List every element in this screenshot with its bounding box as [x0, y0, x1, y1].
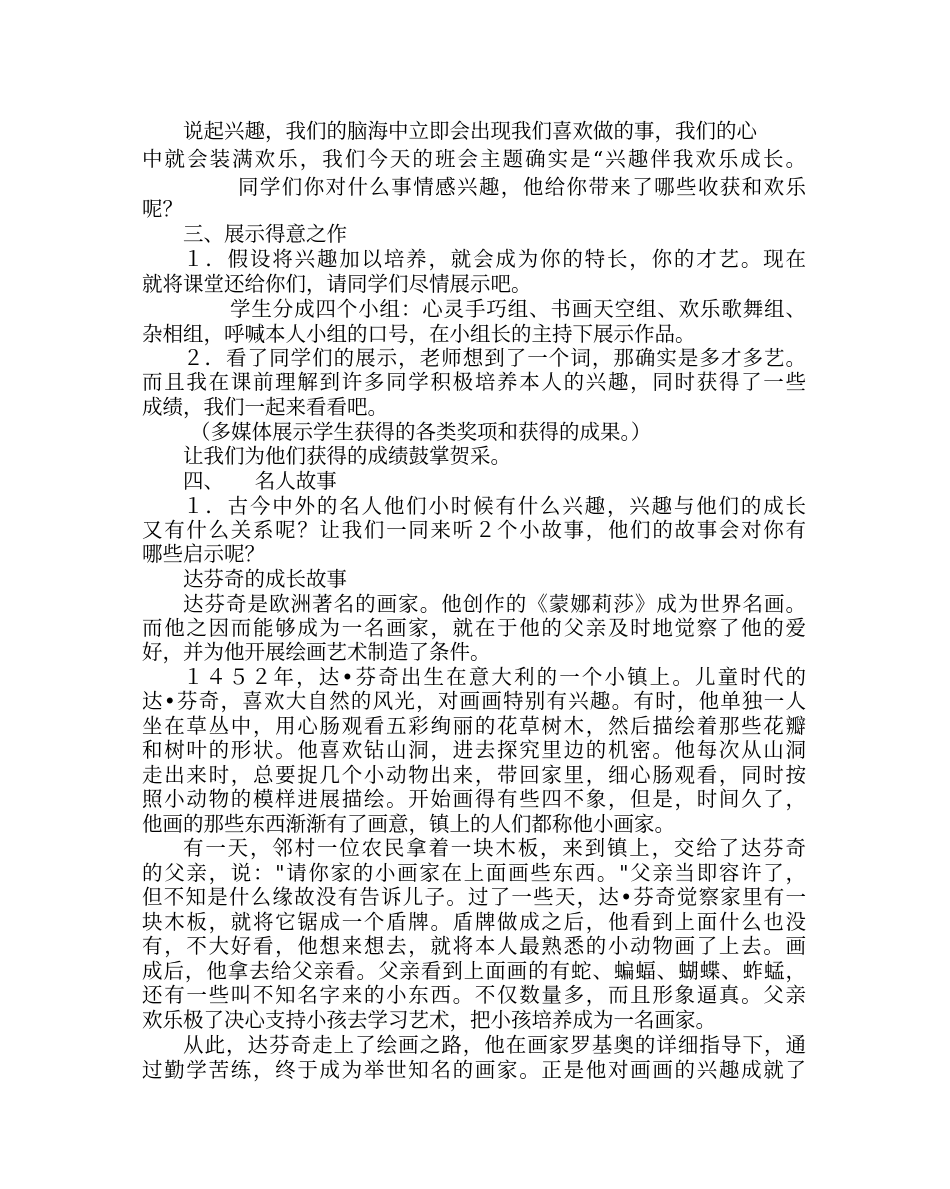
text-line: 从此，达芬奇走上了绘画之路，他在画家罗基奥的详细指导下，通 [183, 1033, 806, 1057]
text-line: 呢？ [142, 197, 183, 221]
text-line: 和树叶的形状。他喜欢钻山洞，进去探究里边的机密。他每次从山洞 [142, 738, 806, 762]
text-line: 他画的那些东西渐渐有了画意，镇上的人们都称他小画家。 [142, 812, 675, 836]
text-line: （多媒体展示学生获得的各类奖项和获得的成果。） [190, 420, 652, 444]
text-line: 又有什么关系呢？让我们一同来听２个小故事，他们的故事会对你有 [142, 518, 806, 542]
text-line: 照小动物的模样进展描绘。开始画得有些四不象，但是，时间久了， [142, 787, 806, 811]
text-line: 让我们为他们获得的成绩鼓掌贺采。 [183, 444, 511, 468]
text-line: 的父亲，说："请你家的小画家在上面画些东西。"父亲当即容许了， [142, 861, 806, 885]
text-line: 学生分成四个小组：心灵手巧组、书画天空组、欢乐歌舞组、 [230, 297, 806, 321]
text-line: 有一天，邻村一位农民拿着一块木板，来到镇上，交给了达芬奇 [183, 836, 806, 860]
text-line: 同学们你对什么事情感兴趣，他给你带来了哪些收获和欢乐 [238, 175, 806, 199]
text-line: 说起兴趣，我们的脑海中立即会出现我们喜欢做的事，我们的心 [183, 119, 757, 143]
text-line: 就将课堂还给你们，请同学们尽情展示吧。 [142, 272, 532, 296]
text-line: 达•芬奇，喜欢大自然的风光，对画画特别有兴趣。有时，他单独一人 [142, 689, 806, 713]
text-line: 杂相组，呼喊本人小组的口号，在小组长的主持下展示作品。 [142, 322, 696, 346]
text-line: 有，不大好看，他想来想去，就将本人最熟悉的小动物画了上去。画 [142, 934, 806, 958]
text-line: ２．看了同学们的展示，老师想到了一个词，那确实是多才多艺。 [183, 346, 806, 370]
text-line: １４５２年，达•芬奇出生在意大利的一个小镇上。儿童时代的 [183, 665, 806, 689]
text-line: １．古今中外的名人他们小时候有什么兴趣，兴趣与他们的成长 [183, 494, 806, 518]
text-line: 走出来时，总要捉几个小动物出来，带回家里，细心肠观看，同时按 [142, 763, 806, 787]
text-line: 好，并为他开展绘画艺术制造了条件。 [142, 640, 491, 664]
text-line: 达芬奇是欧洲著名的画家。他创作的《蒙娜莉莎》成为世界名画。 [183, 592, 806, 616]
section-heading: 三、展示得意之作 [183, 222, 347, 246]
story-title: 达芬奇的成长故事 [183, 567, 347, 591]
text-line: １．假设将兴趣加以培养，就会成为你的特长，你的才艺。现在 [183, 247, 806, 271]
text-line: 成绩，我们一起来看看吧。 [142, 395, 388, 419]
text-line: 成后，他拿去给父亲看。父亲看到上面画的有蛇、蝙蝠、蝴蝶、蚱蜢， [142, 959, 806, 983]
text-line: 而且我在课前理解到许多同学积极培养本人的兴趣，同时获得了一些 [142, 370, 806, 394]
section-heading: 四、 名人故事 [183, 469, 337, 493]
text-line: 过勤学苦练，终于成为举世知名的画家。正是他对画画的兴趣成就了 [142, 1058, 806, 1082]
text-line: 坐在草丛中，用心肠观看五彩绚丽的花草树木，然后描绘着那些花瓣 [142, 714, 806, 738]
text-line: 而他之因而能够成为一名画家，就在于他的父亲及时地觉察了他的爱 [142, 616, 806, 640]
text-line: 哪些启示呢？ [142, 542, 265, 566]
text-line: 欢乐极了决心支持小孩去学习艺术，把小孩培养成为一名画家。 [142, 1008, 716, 1032]
text-line: 块木板，就将它锯成一个盾牌。盾牌做成之后，他看到上面什么也没 [142, 910, 806, 934]
text-line: 但不知是什么缘故没有告诉儿子。过了一些天，达•芬奇觉察家里有一 [142, 885, 806, 909]
text-line: 中就会装满欢乐，我们今天的班会主题确实是“兴趣伴我欢乐成长。 [142, 147, 806, 171]
text-line: 还有一些叫不知名字来的小东西。不仅数量多，而且形象逼真。父亲 [142, 983, 806, 1007]
